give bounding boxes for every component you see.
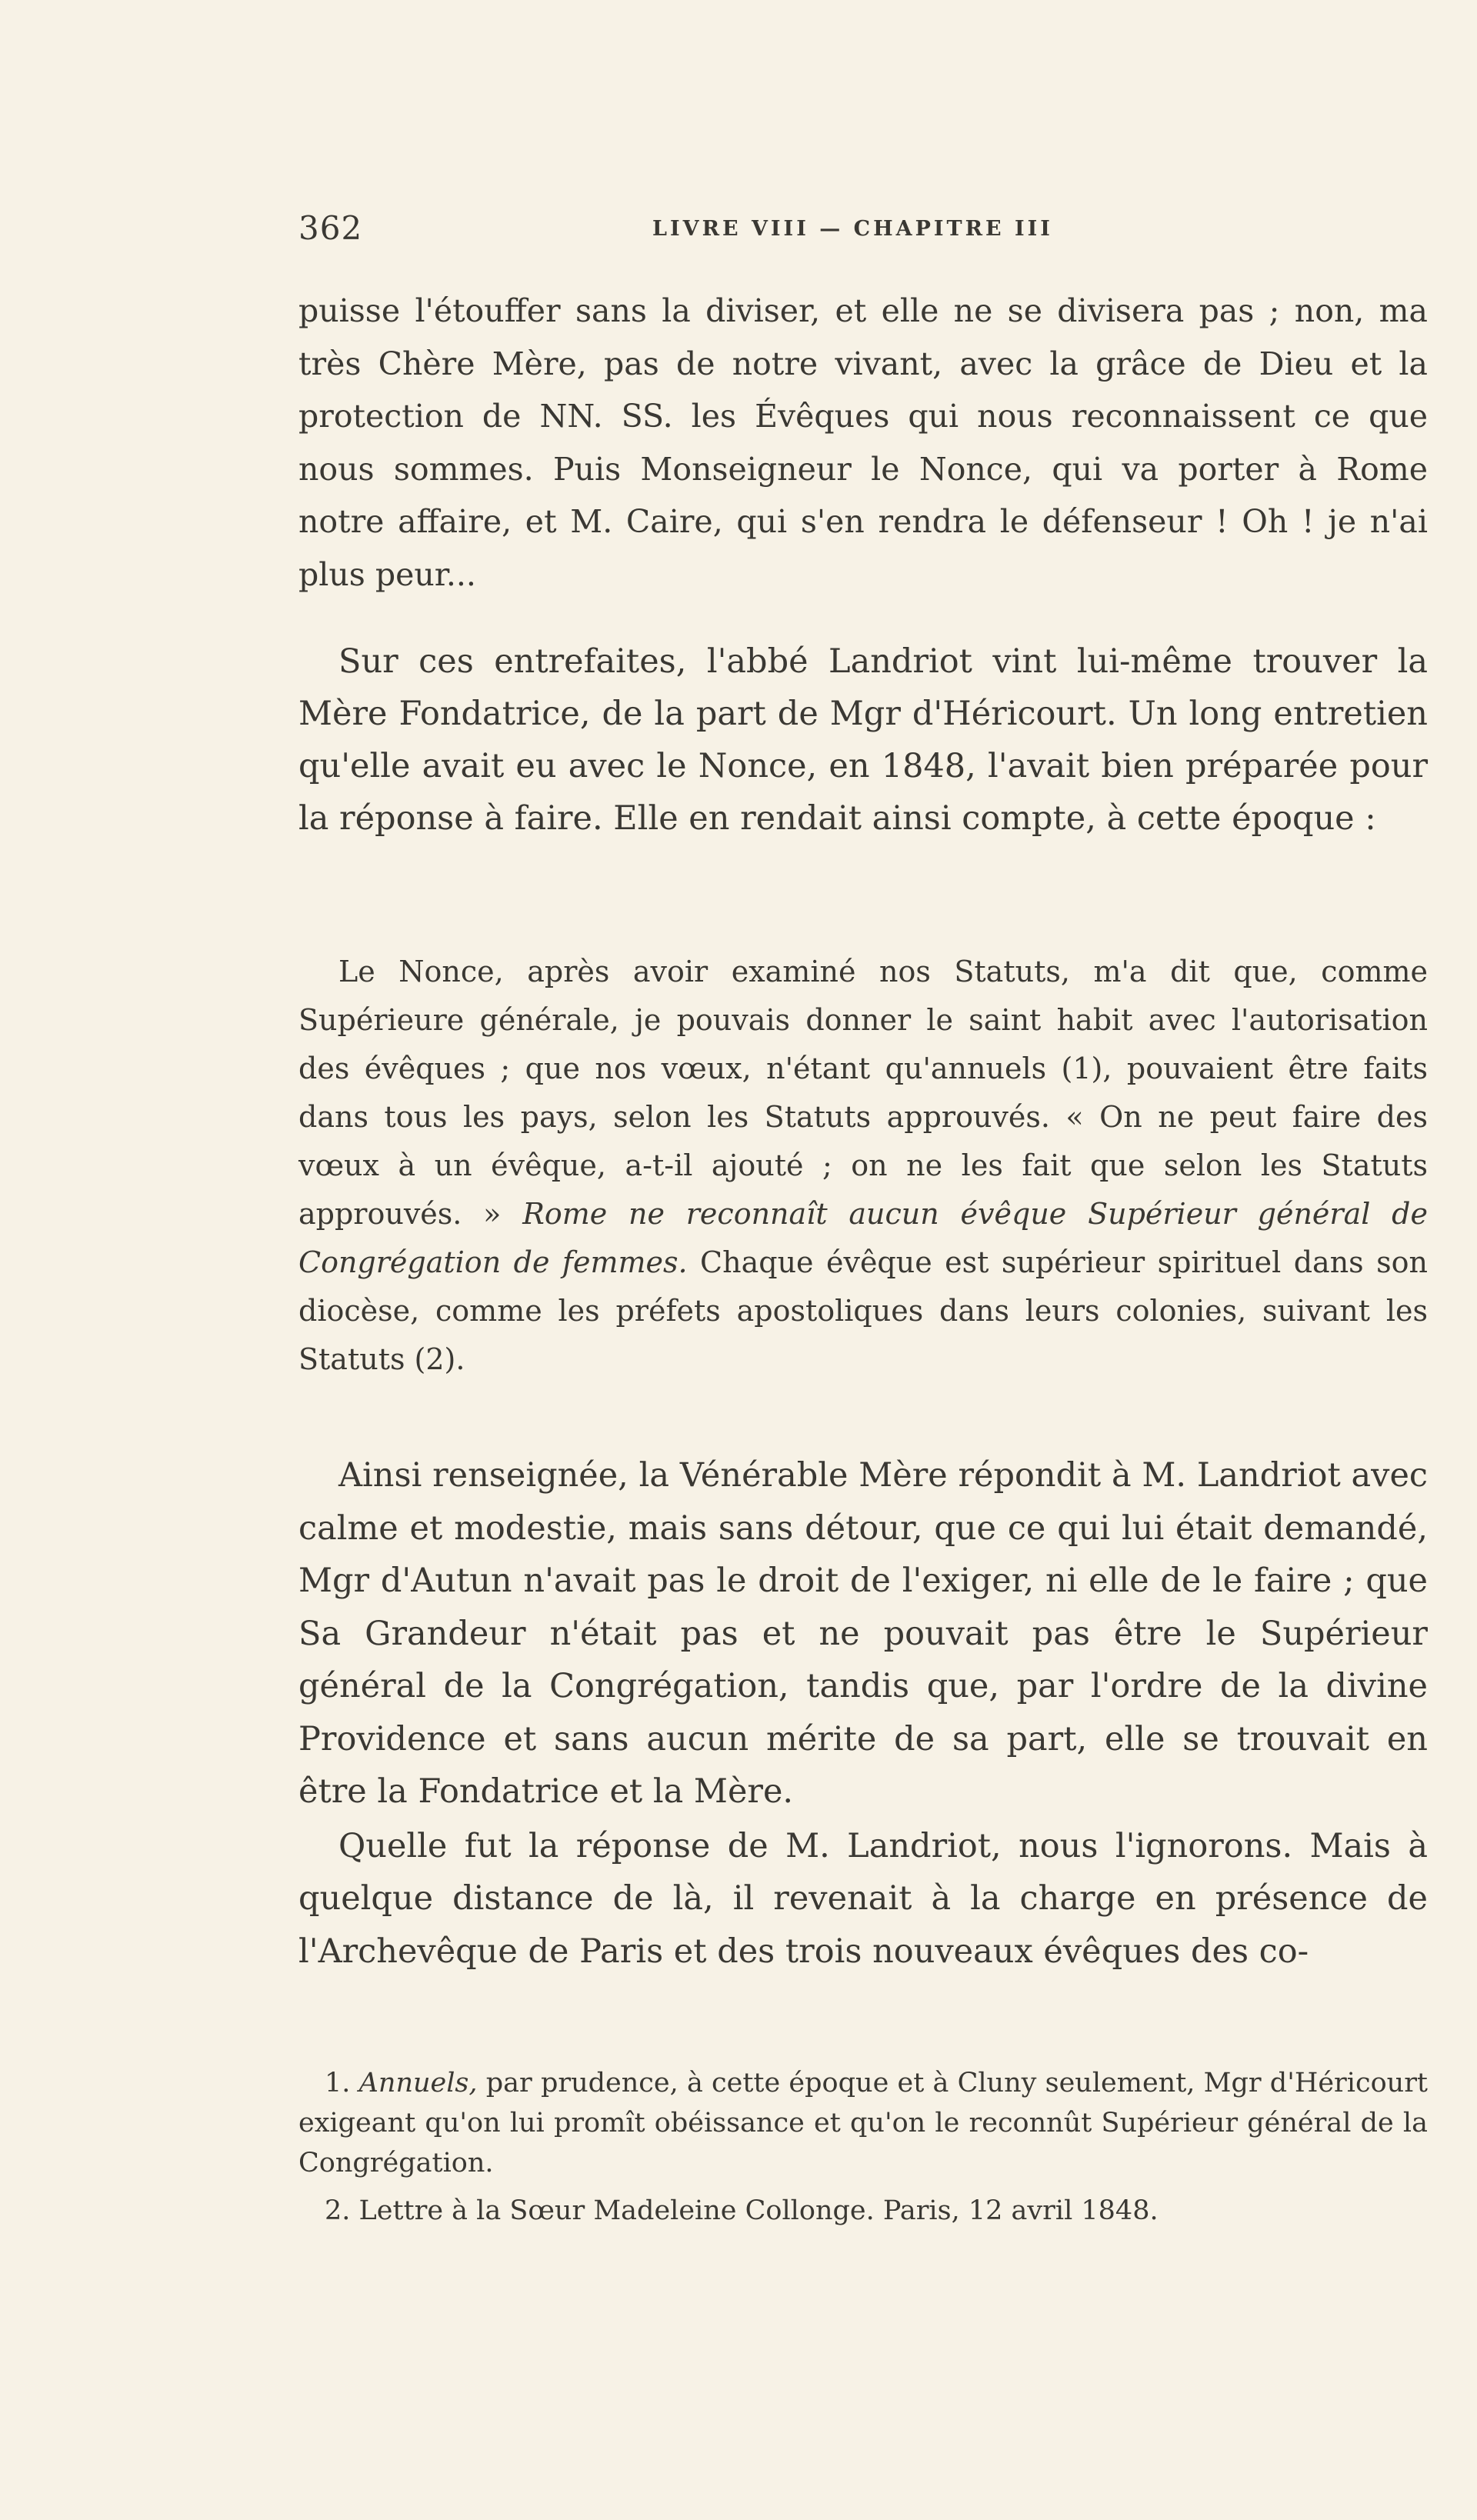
paragraph-entrefaites [298,635,1428,845]
paragraph-text: Ainsi renseignée, la Vénérable Mère répondit à M. Landriot avec calme et modestie, mais sans détour, que ce qui lui était demandé, Mgr d'Autun n'avait pas le droit de l'exiger, ni elle de le faire ; que Sa Grandeur n'était pas et ne pouvait pas être le Supérieur général de la Congrégation, tandis que, par l'ordre de la divine Providence et sans aucun mérite de sa part, elle se trouvait en être la Fondatrice et la Mère. [298,1456,1428,1811]
footnote-text: par prudence, à cette époque et à Cluny seulement, Mgr d'Héricourt exigeant qu'on lui promît obéissance et qu'on le reconnût Supérieur général de la Congrégation. [298,2068,1428,2178]
page-number: 362 [298,209,363,247]
footnote-2: 2. Lettre à la Sœur Madeleine Collonge. Paris, 12 avril 1848. [325,2195,1159,2226]
paragraph-continuation [298,285,1428,601]
quote-text-b: Chaque évêque est supérieur spirituel dans son diocèse, comme les préfets apostoliques dans leurs colonies, suivant les Statuts (2). [298,1245,1428,1376]
footnote-1 [298,2063,1428,2183]
paragraph-text: Sur ces entrefaites, l'abbé Landriot vint lui-même trouver la Mère Fondatrice, de la part de Mgr d'Héricourt. Un long entretien qu'elle avait eu avec le Nonce, en 1848, l'avait bien préparée pour la réponse à faire. Elle en rendait ainsi compte, à cette époque : [298,642,1428,838]
running-head: LIVRE VIII — CHAPITRE III [652,217,1053,241]
quote-text-a: Le Nonce, après avoir examiné nos Statuts, m'a dit que, comme Supérieure générale, je pouvais donner le saint habit avec l'autorisation des évêques ; que nos vœux, n'étant qu'annuels (1), pouvaient être faits dans tous les pays, selon les Statuts approuvés. « On ne peut faire des vœux à un évêque, a-t-il ajouté ; on ne les fait que selon les Statuts approuvés. » [298,955,1428,1231]
paragraph-text: puisse l'étouffer sans la diviser, et elle ne se divisera pas ; non, ma très Chère Mère, pas de notre vivant, avec la grâce de Dieu et la protection de NN. SS. les Évêques qui nous reconnaissent ce que nous sommes. Puis Monseigneur le Nonce, qui va porter à Rome notre affaire, et M. Caire, qui s'en rendra le défenseur ! Oh ! je n'ai plus peur... [298,292,1428,593]
paragraph-text: Quelle fut la réponse de M. Landriot, nous l'ignorons. Mais à quelque distance de là, il revenait à la charge en présence de l'Archevêque de Paris et des trois nouveaux évêques des co- [298,1826,1428,1971]
quote-text [298,948,1428,1384]
footnote-italic: Annuels, [358,2068,478,2098]
footnote-number: 1. [325,2068,359,2098]
paragraph-group-reponse [298,1449,1428,1978]
page-header [298,209,1428,255]
quote-text-italic: Rome ne reconnaît aucun évêque Supérieur général de Congrégation de femmes. [298,1197,1428,1279]
footnotes [298,2063,1428,2231]
block-quote [298,948,1428,1384]
